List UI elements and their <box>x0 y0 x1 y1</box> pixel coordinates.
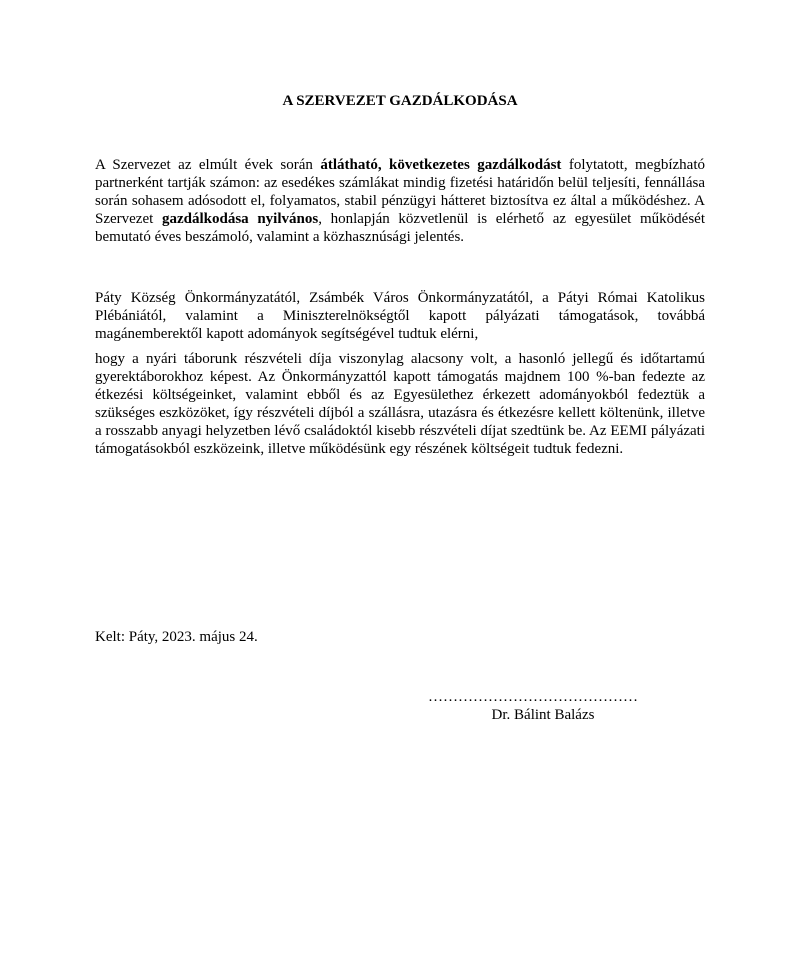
signature-line: …………………………………… <box>428 689 638 705</box>
paragraph-text: A Szervezet az elmúlt évek során <box>95 157 321 173</box>
signatory-name: Dr. Bálint Balázs <box>491 707 595 723</box>
paragraph-text: , honlapján közvetlenül is elérhető az egyesület működését bemutató éves beszámoló, valamint a közhasznúsági jelentés. <box>95 211 705 245</box>
document-title: A SZERVEZET GAZDÁLKODÁSA <box>282 93 518 109</box>
bold-phrase: átlátható, következetes gazdálkodást <box>320 157 562 173</box>
bold-phrase: gazdálkodása nyilvános <box>161 211 319 227</box>
paragraph-supporters: Páty Község Önkormányzatától, Zsámbék Város Önkormányzatától, a Pátyi Római Katolikus Plébániától, valamint a Miniszterelnökségtől kapott pályázati támogatások, továbbá magánemberektől kapott adományok segítségével tudtuk elérni, <box>95 290 705 342</box>
paragraph-text: folytatott, megbízható partnerként tartják számon: az esedékes számlákat mindig fizetési határidőn belül teljesíti, fennállása során sohasem adósodott el, folyamatos, stabil pénzügyi hátteret biztosítva ez által a működéshez. A Szervezet <box>95 157 705 227</box>
date-line: Kelt: Páty, 2023. május 24. <box>95 629 258 645</box>
paragraph-camp: hogy a nyári táborunk részvételi díja viszonylag alacsony volt, a hasonló jellegű és időtartamú gyerektáborokhoz képest. Az Önkormányzattól kapott támogatás majdnem 100 %-ban fedezte az étkezési költségeinket, valamint ebből és az Egyesülethez érkezett adományokból fedeztük a szükséges eszközöket, így részvételi díjból a szállásra, utazásra és étkezésre kellett költenünk, illetve a rosszabb anyagi helyzetben lévő családoktól kisebb részvételi díjat szedtünk be. Az EEMI pályázati támogatásokból eszközeink, illetve működésünk egy részének költségeit tudtuk fedezni. <box>95 351 705 457</box>
paragraph-finances <box>95 156 705 246</box>
